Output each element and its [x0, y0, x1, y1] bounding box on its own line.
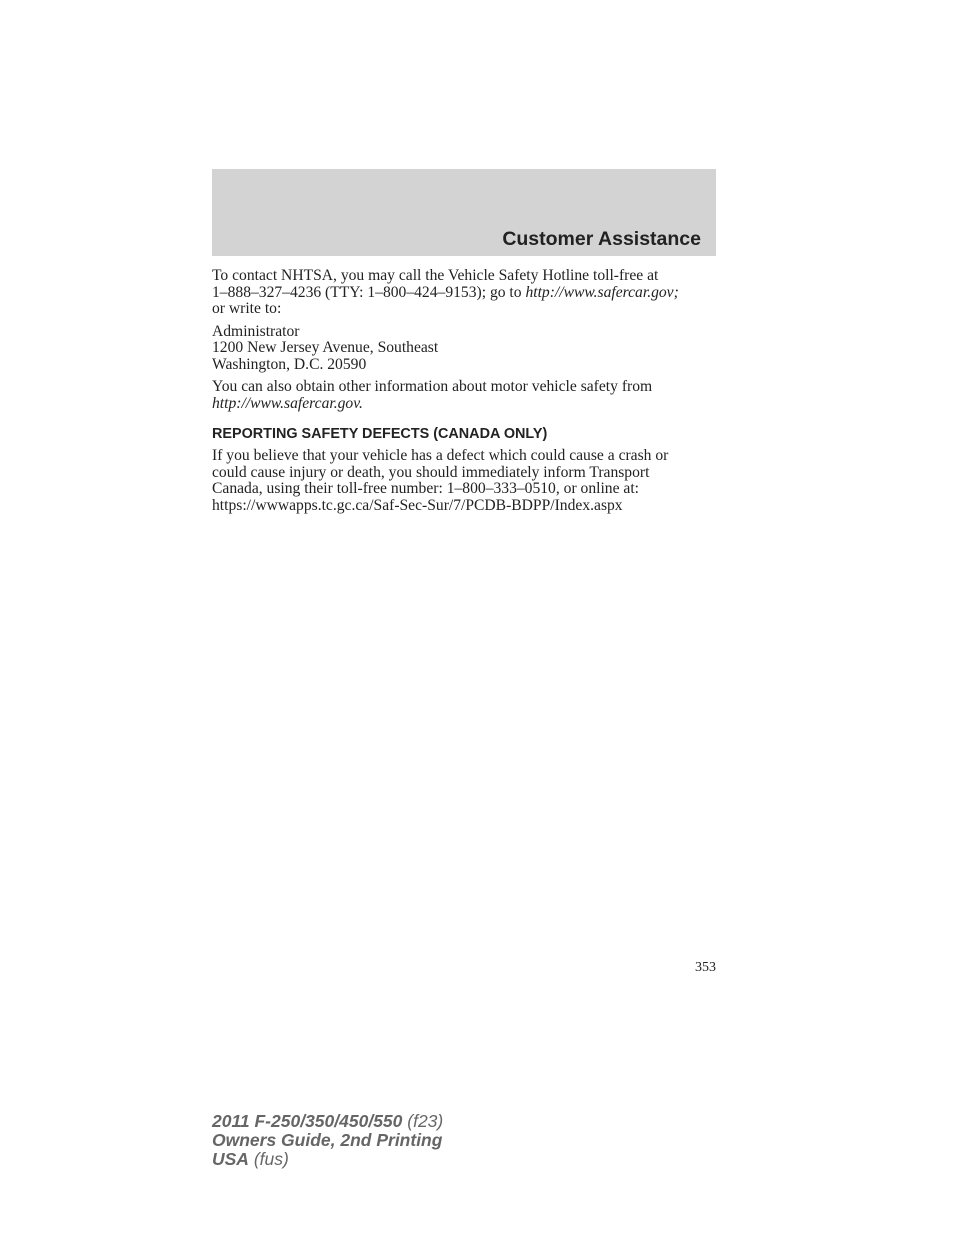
- canada-defects-paragraph: [212, 448, 722, 514]
- footer-model-line: [212, 1112, 443, 1131]
- footer-model-code: (f23): [402, 1111, 444, 1131]
- transport-canada-url[interactable]: https://wwwapps.tc.gc.ca/Saf-Sec-Sur/7/PCDB-BDPP/Index.aspx: [212, 496, 623, 514]
- nhtsa-contact-paragraph: [212, 268, 722, 318]
- text-line: To contact NHTSA, you may call the Vehicle Safety Hotline toll-free at: [212, 267, 659, 284]
- additional-info-paragraph: [212, 379, 722, 412]
- address-line: Washington, D.C. 20590: [212, 355, 367, 373]
- section-header-band: [212, 169, 716, 256]
- footer-region-line: [212, 1150, 443, 1169]
- text-line: Canada, using their toll-free number: 1–800–333–0510, or online at:: [212, 480, 640, 497]
- footer-guide-line: Owners Guide, 2nd Printing: [212, 1130, 443, 1150]
- page-number: 353: [695, 960, 716, 975]
- text-line: or write to:: [212, 300, 282, 317]
- text-line: If you believe that your vehicle has a defect which could cause a crash or: [212, 447, 669, 464]
- hotline-numbers: 1–888–327–4236 (TTY: 1–800–424–9153); go to: [212, 283, 526, 301]
- safercar-link[interactable]: http://www.safercar.gov;: [525, 283, 679, 301]
- text-line: [212, 285, 722, 302]
- text-line: You can also obtain other information about motor vehicle safety from: [212, 378, 653, 395]
- footer-region: USA: [212, 1149, 249, 1169]
- footer-region-code: (fus): [248, 1149, 289, 1169]
- document-footer: [212, 1112, 443, 1169]
- text-line: could cause injury or death, you should immediately inform Transport: [212, 463, 650, 481]
- address-line: 1200 New Jersey Avenue, Southeast: [212, 339, 439, 356]
- mailing-address: [212, 324, 722, 374]
- footer-model: 2011 F-250/350/450/550: [212, 1111, 403, 1131]
- safercar-link[interactable]: http://www.safercar.gov.: [212, 394, 363, 412]
- section-title: Customer Assistance: [502, 228, 701, 250]
- canada-defects-heading: REPORTING SAFETY DEFECTS (CANADA ONLY): [212, 426, 548, 442]
- address-line: Administrator: [212, 322, 300, 340]
- page-content: [212, 268, 722, 520]
- text-line: [212, 396, 722, 413]
